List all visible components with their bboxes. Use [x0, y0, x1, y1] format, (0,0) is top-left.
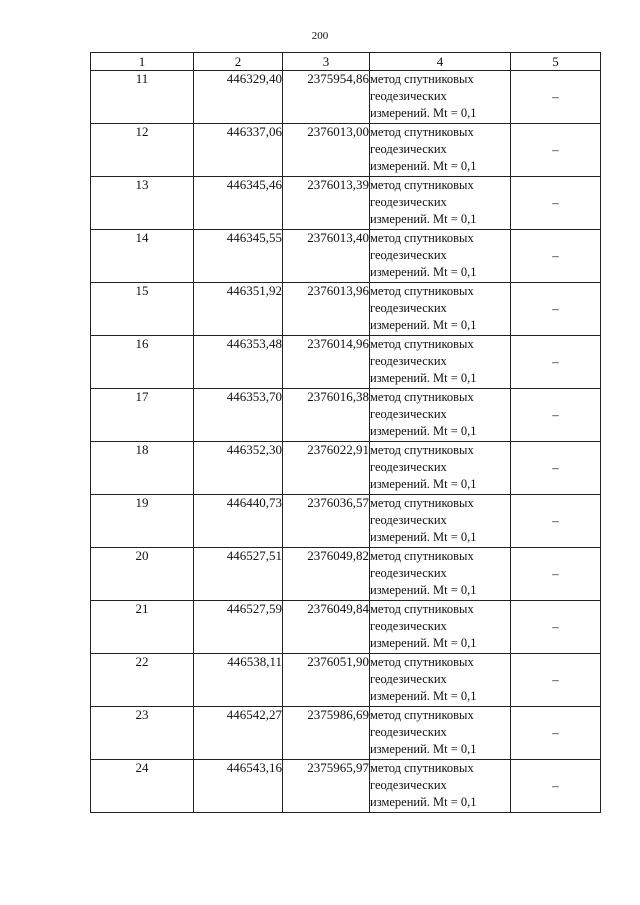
- method-description: [370, 336, 511, 389]
- method-line-3: измерений. Mt = 0,1: [370, 689, 477, 703]
- method-line-3: измерений. Mt = 0,1: [370, 265, 477, 279]
- table-row: [91, 548, 601, 601]
- method-line-3: измерений. Mt = 0,1: [370, 530, 477, 544]
- method-line-2: геодезических: [370, 672, 447, 686]
- coordinate-x: 446352,30: [194, 442, 283, 495]
- method-line-3: измерений. Mt = 0,1: [370, 795, 477, 809]
- table-row: [91, 124, 601, 177]
- coordinate-y: 2375986,69: [283, 707, 370, 760]
- column-5-value: –: [511, 601, 601, 654]
- column-5-value: –: [511, 336, 601, 389]
- column-5-value: –: [511, 495, 601, 548]
- method-line-3: измерений. Mt = 0,1: [370, 477, 477, 491]
- coordinates-table: [90, 52, 601, 813]
- table-row: [91, 389, 601, 442]
- table-row: [91, 495, 601, 548]
- method-line-1: метод спутниковых: [370, 231, 474, 245]
- page-number: 200: [311, 30, 329, 42]
- header-row: [91, 53, 601, 71]
- method-line-3: измерений. Mt = 0,1: [370, 636, 477, 650]
- method-description: [370, 760, 511, 813]
- method-line-3: измерений. Mt = 0,1: [370, 318, 477, 332]
- method-description: [370, 601, 511, 654]
- method-line-1: метод спутниковых: [370, 72, 474, 86]
- method-line-2: геодезических: [370, 195, 447, 209]
- method-line-2: геодезических: [370, 513, 447, 527]
- column-5-value: –: [511, 389, 601, 442]
- coordinate-x: 446329,40: [194, 71, 283, 124]
- method-description: [370, 495, 511, 548]
- method-line-3: измерений. Mt = 0,1: [370, 742, 477, 756]
- coordinate-y: 2376013,39: [283, 177, 370, 230]
- table-row: [91, 283, 601, 336]
- coordinate-y: 2376016,38: [283, 389, 370, 442]
- point-number: 19: [91, 495, 194, 548]
- coordinate-y: 2375954,86: [283, 71, 370, 124]
- point-number: 20: [91, 548, 194, 601]
- method-line-2: геодезических: [370, 89, 447, 103]
- point-number: 11: [91, 71, 194, 124]
- method-line-1: метод спутниковых: [370, 761, 474, 775]
- point-number: 24: [91, 760, 194, 813]
- method-line-2: геодезических: [370, 725, 447, 739]
- column-5-value: –: [511, 177, 601, 230]
- method-description: [370, 177, 511, 230]
- method-description: [370, 230, 511, 283]
- method-line-2: геодезических: [370, 301, 447, 315]
- coordinate-x: 446345,46: [194, 177, 283, 230]
- table-header: [91, 53, 601, 71]
- method-line-1: метод спутниковых: [370, 496, 474, 510]
- method-line-3: измерений. Mt = 0,1: [370, 583, 477, 597]
- coordinate-y: 2376036,57: [283, 495, 370, 548]
- point-number: 14: [91, 230, 194, 283]
- table-row: [91, 230, 601, 283]
- method-line-3: измерений. Mt = 0,1: [370, 106, 477, 120]
- point-number: 13: [91, 177, 194, 230]
- method-description: [370, 654, 511, 707]
- header-col-3: 3: [283, 53, 370, 71]
- method-line-3: измерений. Mt = 0,1: [370, 212, 477, 226]
- method-line-2: геодезических: [370, 778, 447, 792]
- method-line-1: метод спутниковых: [370, 443, 474, 457]
- method-description: [370, 707, 511, 760]
- column-5-value: –: [511, 230, 601, 283]
- coordinate-y: 2376022,91: [283, 442, 370, 495]
- method-line-1: метод спутниковых: [370, 549, 474, 563]
- table-body: [91, 71, 601, 813]
- coordinate-y: 2376013,96: [283, 283, 370, 336]
- column-5-value: –: [511, 707, 601, 760]
- table-row: [91, 336, 601, 389]
- column-5-value: –: [511, 548, 601, 601]
- method-line-3: измерений. Mt = 0,1: [370, 159, 477, 173]
- column-5-value: –: [511, 71, 601, 124]
- method-line-1: метод спутниковых: [370, 390, 474, 404]
- method-line-2: геодезических: [370, 407, 447, 421]
- point-number: 22: [91, 654, 194, 707]
- coordinate-x: 446440,73: [194, 495, 283, 548]
- method-description: [370, 124, 511, 177]
- table-row: [91, 177, 601, 230]
- method-line-3: измерений. Mt = 0,1: [370, 424, 477, 438]
- coordinate-x: 446527,51: [194, 548, 283, 601]
- column-5-value: –: [511, 124, 601, 177]
- coordinate-y: 2376049,84: [283, 601, 370, 654]
- header-col-1: 1: [91, 53, 194, 71]
- coordinate-x: 446542,27: [194, 707, 283, 760]
- point-number: 17: [91, 389, 194, 442]
- coordinate-x: 446527,59: [194, 601, 283, 654]
- method-line-1: метод спутниковых: [370, 708, 474, 722]
- table-row: [91, 71, 601, 124]
- table-row: [91, 654, 601, 707]
- method-line-2: геодезических: [370, 142, 447, 156]
- method-description: [370, 442, 511, 495]
- method-description: [370, 548, 511, 601]
- point-number: 18: [91, 442, 194, 495]
- coordinate-x: 446345,55: [194, 230, 283, 283]
- column-5-value: –: [511, 442, 601, 495]
- table-row: [91, 601, 601, 654]
- coordinate-x: 446538,11: [194, 654, 283, 707]
- method-line-1: метод спутниковых: [370, 602, 474, 616]
- table-row: [91, 442, 601, 495]
- point-number: 16: [91, 336, 194, 389]
- header-col-5: 5: [511, 53, 601, 71]
- coordinate-x: 446353,48: [194, 336, 283, 389]
- coordinate-y: 2376049,82: [283, 548, 370, 601]
- method-line-2: геодезических: [370, 566, 447, 580]
- coordinate-x: 446351,92: [194, 283, 283, 336]
- point-number: 21: [91, 601, 194, 654]
- method-line-2: геодезических: [370, 354, 447, 368]
- point-number: 23: [91, 707, 194, 760]
- table-row: [91, 707, 601, 760]
- coordinate-y: 2376013,40: [283, 230, 370, 283]
- method-line-2: геодезических: [370, 619, 447, 633]
- method-line-1: метод спутниковых: [370, 125, 474, 139]
- column-5-value: –: [511, 760, 601, 813]
- table-row: [91, 760, 601, 813]
- method-line-1: метод спутниковых: [370, 284, 474, 298]
- method-description: [370, 71, 511, 124]
- coordinate-y: 2375965,97: [283, 760, 370, 813]
- coordinate-y: 2376051,90: [283, 654, 370, 707]
- coordinate-x: 446337,06: [194, 124, 283, 177]
- header-col-2: 2: [194, 53, 283, 71]
- method-line-1: метод спутниковых: [370, 655, 474, 669]
- method-line-3: измерений. Mt = 0,1: [370, 371, 477, 385]
- method-description: [370, 283, 511, 336]
- method-line-2: геодезических: [370, 248, 447, 262]
- point-number: 12: [91, 124, 194, 177]
- header-col-4: 4: [370, 53, 511, 71]
- coordinate-x: 446543,16: [194, 760, 283, 813]
- coordinate-y: 2376014,96: [283, 336, 370, 389]
- method-line-1: метод спутниковых: [370, 337, 474, 351]
- method-description: [370, 389, 511, 442]
- method-line-1: метод спутниковых: [370, 178, 474, 192]
- column-5-value: –: [511, 283, 601, 336]
- point-number: 15: [91, 283, 194, 336]
- coordinate-x: 446353,70: [194, 389, 283, 442]
- method-line-2: геодезических: [370, 460, 447, 474]
- column-5-value: –: [511, 654, 601, 707]
- coordinate-y: 2376013,00: [283, 124, 370, 177]
